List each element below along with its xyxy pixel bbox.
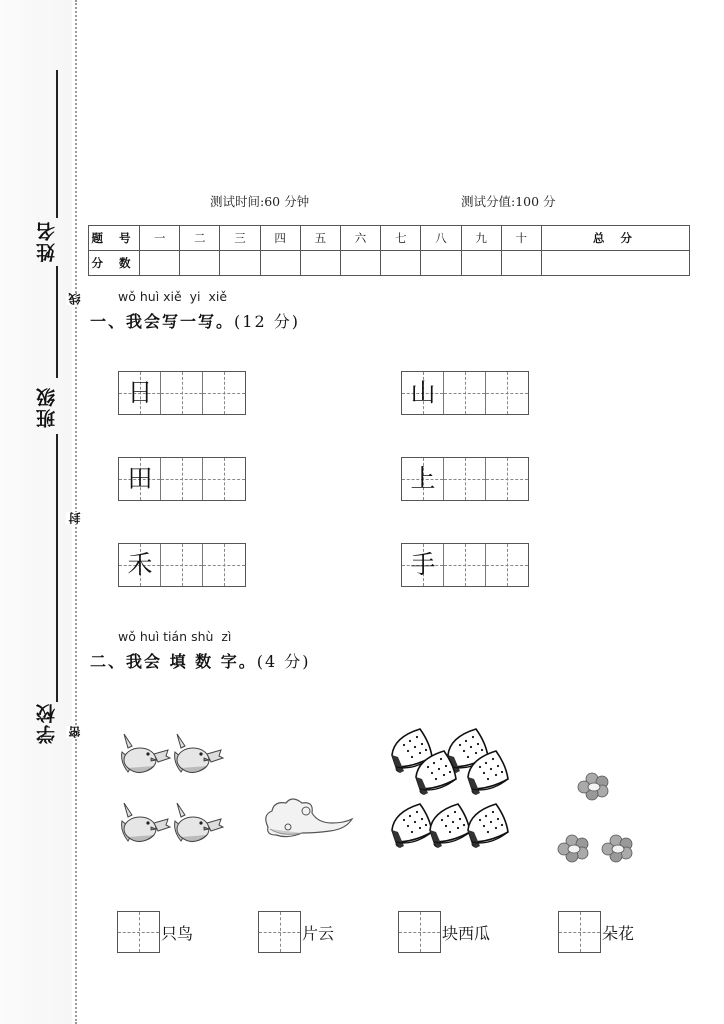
section1-title (90, 309, 300, 332)
table-row-scores (89, 251, 690, 276)
test-score: 测试分值:100 分 (461, 194, 556, 209)
model-character: 田 (127, 464, 153, 493)
name-label: 姓名 (36, 220, 58, 262)
answer-box-watermelons[interactable] (398, 911, 441, 953)
school-label: 学校 (36, 702, 58, 744)
column-header: 十 (501, 226, 541, 251)
section1-title-text: 一、我会写一写。 (90, 312, 235, 331)
unit-label-watermelons: 块西瓜 (442, 923, 491, 943)
score-cell[interactable] (501, 251, 541, 276)
answer-clouds (258, 911, 334, 953)
grid-cell-blank[interactable] (203, 372, 245, 414)
seal-mark-line: 线 (66, 293, 86, 305)
table-row-headers (89, 226, 690, 251)
grid-cell-blank[interactable] (203, 544, 245, 586)
grid-cell-model (119, 372, 161, 414)
column-header-total: 总 分 (541, 226, 689, 251)
grid-cell-blank[interactable] (161, 544, 203, 586)
column-header: 三 (220, 226, 260, 251)
school-underline (56, 434, 58, 702)
grid-cell-model (119, 458, 161, 500)
column-header: 七 (381, 226, 421, 251)
grid-cell-blank[interactable] (161, 458, 203, 500)
writing-grid-ri[interactable] (118, 371, 246, 415)
unit-label-flowers: 朵花 (602, 923, 635, 943)
model-character: 手 (410, 550, 436, 579)
score-cell[interactable] (381, 251, 421, 276)
score-cell[interactable] (300, 251, 340, 276)
score-cell[interactable] (421, 251, 461, 276)
seal-mark-secret: 密 (66, 726, 86, 738)
cloud-icon (262, 797, 356, 841)
score-cell[interactable] (180, 251, 220, 276)
bird-icon (118, 732, 174, 780)
answer-flowers (558, 911, 634, 953)
answer-watermelons (398, 911, 490, 953)
column-header: 八 (421, 226, 461, 251)
grid-cell-model (119, 544, 161, 586)
grid-cell-model (402, 372, 444, 414)
row-header-score: 分 数 (89, 251, 140, 276)
name-underline (56, 70, 58, 218)
grid-cell-blank[interactable] (444, 544, 486, 586)
bird-icon (171, 801, 227, 849)
binding-margin (0, 0, 72, 1024)
row-header-question: 题 号 (89, 226, 140, 251)
score-cell[interactable] (260, 251, 300, 276)
grid-cell-blank[interactable] (203, 458, 245, 500)
score-cell[interactable] (140, 251, 180, 276)
class-underline (56, 266, 58, 378)
section1-points: (12 分) (234, 312, 300, 331)
section2-points: (4 分) (256, 652, 311, 671)
answer-box-flowers[interactable] (558, 911, 601, 953)
seal-mark-seal: 封 (66, 512, 86, 524)
writing-grid-he[interactable] (118, 543, 246, 587)
writing-grid-shang[interactable] (401, 457, 529, 501)
grid-cell-blank[interactable] (444, 458, 486, 500)
section2-title-text: 二、我会 填 数 字。 (90, 652, 257, 671)
grid-cell-model (402, 544, 444, 586)
grid-cell-model (402, 458, 444, 500)
grid-cell-blank[interactable] (161, 372, 203, 414)
score-cell[interactable] (340, 251, 380, 276)
section1-pinyin: wǒ huì xiě yi xiě (118, 289, 228, 304)
column-header: 九 (461, 226, 501, 251)
bird-icon (118, 801, 174, 849)
column-header: 一 (140, 226, 180, 251)
section2-pinyin: wǒ huì tián shù zì (118, 629, 232, 644)
writing-grid-shan[interactable] (401, 371, 529, 415)
unit-label-birds: 只鸟 (161, 923, 194, 943)
column-header: 六 (340, 226, 380, 251)
model-character: 山 (410, 378, 436, 407)
unit-label-clouds: 片云 (302, 923, 335, 943)
column-header: 五 (300, 226, 340, 251)
grid-cell-blank[interactable] (444, 372, 486, 414)
model-character: 日 (127, 378, 153, 407)
watermelon-slice-icon (466, 749, 514, 797)
flower-icon (560, 835, 590, 865)
score-cell[interactable] (461, 251, 501, 276)
grid-cell-blank[interactable] (486, 458, 528, 500)
column-header: 四 (260, 226, 300, 251)
answer-box-clouds[interactable] (258, 911, 301, 953)
test-time: 测试时间:60 分钟 (210, 194, 310, 209)
column-header: 二 (180, 226, 220, 251)
score-cell-total[interactable] (541, 251, 689, 276)
score-table (88, 225, 690, 276)
grid-cell-blank[interactable] (486, 372, 528, 414)
model-character: 禾 (127, 550, 153, 579)
writing-grid-shou[interactable] (401, 543, 529, 587)
grid-cell-blank[interactable] (486, 544, 528, 586)
section2-title (90, 649, 310, 672)
answer-birds (117, 911, 193, 953)
bird-icon (171, 732, 227, 780)
watermelon-slice-icon (414, 749, 462, 797)
score-cell[interactable] (220, 251, 260, 276)
flower-icon (604, 835, 634, 865)
writing-grid-tian[interactable] (118, 457, 246, 501)
answer-box-birds[interactable] (117, 911, 160, 953)
watermelon-slice-icon (466, 802, 514, 850)
class-label: 班级 (36, 386, 58, 428)
flower-icon (580, 773, 610, 803)
model-character: 上 (410, 464, 436, 493)
